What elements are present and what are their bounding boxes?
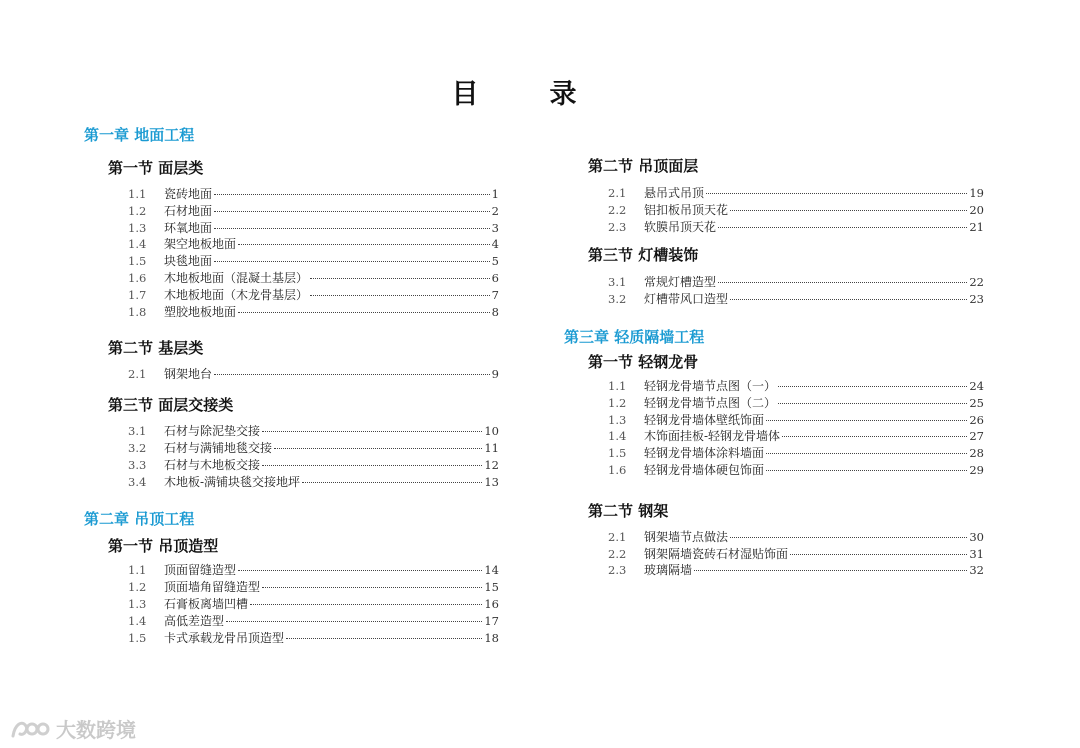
entry-page-number: 3 — [491, 220, 499, 235]
entry-number: 3.1 — [608, 275, 627, 290]
toc-entry — [84, 203, 499, 220]
toc-entry — [84, 236, 499, 253]
dot-leader — [238, 244, 490, 245]
entry-number: 3.3 — [128, 457, 147, 472]
entry-label: 塑胶地板地面 — [164, 304, 237, 319]
section-heading: 第二节 吊顶面层 — [588, 157, 699, 175]
dot-leader — [310, 278, 490, 279]
entry-label: 木地板地面（木龙骨基层） — [164, 287, 309, 302]
entry-number: 1.2 — [128, 203, 147, 218]
entry-number: 3.1 — [128, 424, 147, 439]
dot-leader — [730, 210, 967, 211]
chapter-heading: 第一章 地面工程 — [84, 126, 195, 144]
entry-number: 3.2 — [608, 292, 627, 307]
toc-entry — [84, 457, 499, 474]
logo-mark-icon — [10, 716, 50, 742]
entry-label: 铝扣板吊顶天花 — [644, 202, 729, 217]
toc-entry — [84, 253, 499, 270]
entry-label: 木地板地面（混凝土基层） — [164, 270, 309, 285]
dot-leader — [214, 261, 490, 262]
entry-list — [84, 562, 499, 646]
dot-leader — [706, 193, 967, 194]
section-heading: 第三节 面层交接类 — [108, 396, 234, 415]
entry-number: 1.8 — [128, 304, 147, 319]
toc-entry — [564, 291, 984, 308]
page-title: 目 录 — [451, 79, 599, 110]
dot-leader — [718, 227, 967, 228]
entry-number: 1.1 — [128, 187, 147, 201]
toc-entry — [564, 562, 984, 579]
entry-number: 1.3 — [128, 220, 147, 235]
entry-page-number: 20 — [969, 202, 984, 217]
dot-leader — [274, 448, 482, 449]
entry-label: 常规灯槽造型 — [644, 275, 717, 290]
toc-entry — [564, 274, 984, 291]
dot-leader — [238, 570, 482, 571]
section-heading: 第一节 轻钢龙骨 — [588, 352, 699, 371]
entry-number: 2.2 — [608, 202, 627, 217]
toc-entry — [564, 529, 984, 546]
entry-label: 高低差造型 — [164, 613, 225, 628]
entry-label: 轻钢龙骨墙节点图（二） — [644, 395, 777, 410]
entry-page-number: 24 — [969, 378, 984, 393]
entry-page-number: 4 — [491, 237, 499, 252]
entry-number: 1.6 — [608, 462, 627, 477]
section-heading: 第一节 吊顶造型 — [108, 537, 219, 556]
entry-number: 1.4 — [128, 237, 147, 252]
entry-number: 3.4 — [128, 474, 147, 489]
dot-leader — [214, 374, 490, 375]
entry-page-number: 2 — [491, 203, 499, 218]
entry-label: 木饰面挂板-轻钢龙骨墙体 — [644, 429, 781, 444]
dot-leader — [766, 453, 967, 454]
dot-leader — [250, 604, 482, 605]
entry-label: 玻璃隔墙 — [644, 563, 693, 578]
entry-number: 1.5 — [128, 254, 147, 269]
entry-number: 1.5 — [608, 446, 627, 461]
entry-page-number: 5 — [491, 254, 499, 269]
entry-label: 钢架墙节点做法 — [644, 529, 729, 544]
toc-entry — [84, 474, 499, 491]
entry-label: 卡式承载龙骨吊顶造型 — [164, 630, 285, 645]
entry-number: 1.4 — [608, 429, 627, 444]
entry-label: 顶面墙角留缝造型 — [164, 580, 261, 595]
entry-page-number: 15 — [484, 580, 499, 595]
dot-leader — [262, 431, 482, 432]
dot-leader — [778, 386, 967, 387]
entry-number: 1.6 — [128, 270, 147, 285]
entry-number: 2.3 — [608, 563, 627, 578]
dot-leader — [766, 420, 967, 421]
toc-entry — [564, 428, 984, 445]
entry-number: 2.2 — [608, 546, 627, 561]
entry-page-number: 13 — [484, 474, 499, 489]
entry-label: 石膏板离墙凹槽 — [164, 596, 249, 611]
entry-list — [84, 186, 499, 320]
entry-label: 钢架地台 — [164, 367, 213, 382]
entry-page-number: 16 — [484, 596, 499, 611]
entry-page-number: 19 — [969, 186, 984, 200]
entry-number: 2.1 — [608, 186, 627, 200]
entry-label: 石材与除泥垫交接 — [164, 424, 261, 439]
toc-entry — [84, 186, 499, 203]
entry-label: 悬吊式吊顶 — [644, 186, 705, 200]
toc-entry — [84, 579, 499, 596]
chapter-heading: 第三章 轻质隔墙工程 — [564, 327, 705, 346]
entry-page-number: 18 — [484, 630, 499, 645]
dot-leader — [694, 570, 967, 571]
entry-label: 瓷砖地面 — [164, 187, 213, 201]
toc-entry — [564, 185, 984, 202]
toc-entry — [84, 596, 499, 613]
dot-leader — [214, 194, 490, 195]
dot-leader — [214, 228, 490, 229]
entry-label: 软膜吊顶天花 — [644, 219, 717, 234]
dot-leader — [718, 282, 967, 283]
entry-number: 1.3 — [608, 412, 627, 427]
entry-label: 灯槽带风口造型 — [644, 292, 729, 307]
dot-leader — [214, 211, 490, 212]
entry-page-number: 22 — [969, 275, 984, 290]
entry-label: 轻钢龙骨墙体涂料墙面 — [644, 446, 765, 461]
toc-entry — [84, 287, 499, 304]
entry-number: 1.2 — [128, 580, 147, 595]
dot-leader — [238, 312, 490, 313]
dot-leader — [310, 295, 490, 296]
entry-list — [564, 274, 984, 308]
entry-label: 环氧地面 — [164, 220, 213, 235]
toc-left-column — [84, 124, 499, 646]
entry-number: 1.5 — [128, 630, 147, 645]
toc-entry — [84, 366, 499, 383]
entry-page-number: 1 — [491, 187, 499, 201]
section-heading: 第二节 基层类 — [108, 339, 204, 358]
dot-leader — [262, 465, 482, 466]
toc-entry — [564, 445, 984, 462]
entry-page-number: 23 — [969, 292, 984, 307]
entry-label: 石材与满铺地毯交接 — [164, 440, 273, 455]
entry-page-number: 7 — [491, 287, 499, 302]
dot-leader — [286, 638, 482, 639]
toc-entry — [564, 202, 984, 219]
entry-page-number: 29 — [969, 462, 984, 477]
section-heading: 第二节 钢架 — [588, 501, 669, 520]
entry-page-number: 17 — [484, 613, 499, 628]
entry-label: 钢架隔墙瓷砖石材湿贴饰面 — [644, 546, 789, 561]
entry-number: 2.1 — [128, 367, 147, 382]
entry-page-number: 12 — [484, 457, 499, 472]
dot-leader — [766, 470, 967, 471]
entry-page-number: 28 — [969, 446, 984, 461]
entry-list — [564, 185, 984, 235]
watermark — [10, 714, 136, 743]
toc-entry — [84, 562, 499, 579]
toc-entry — [84, 613, 499, 630]
entry-number: 2.3 — [608, 219, 627, 234]
entry-page-number: 25 — [969, 395, 984, 410]
entry-list — [564, 529, 984, 579]
entry-label: 石材与木地板交接 — [164, 457, 261, 472]
dot-leader — [782, 436, 967, 437]
entry-number: 1.3 — [128, 596, 147, 611]
entry-list — [564, 378, 984, 479]
entry-list — [84, 366, 499, 383]
toc-entry — [84, 220, 499, 237]
entry-label: 轻钢龙骨墙体硬包饰面 — [644, 462, 765, 477]
dot-leader — [730, 537, 967, 538]
entry-page-number: 32 — [969, 563, 984, 578]
dot-leader — [790, 554, 967, 555]
entry-page-number: 30 — [969, 529, 984, 544]
entry-label: 轻钢龙骨墙节点图（一） — [644, 378, 777, 393]
entry-number: 2.1 — [608, 529, 627, 544]
toc-entry — [564, 219, 984, 236]
section-heading: 第三节 灯槽装饰 — [588, 246, 699, 265]
entry-label: 轻钢龙骨墙体壁纸饰面 — [644, 412, 765, 427]
entry-label: 石材地面 — [164, 203, 213, 218]
toc-entry — [564, 546, 984, 563]
toc-entry — [84, 440, 499, 457]
toc-entry — [564, 462, 984, 479]
toc-entry — [564, 395, 984, 412]
dot-leader — [226, 621, 482, 622]
watermark-text: 大数跨境 — [56, 718, 136, 742]
toc-entry — [84, 304, 499, 321]
entry-page-number: 9 — [491, 367, 499, 382]
entry-page-number: 26 — [969, 412, 984, 427]
entry-label: 顶面留缝造型 — [164, 563, 237, 578]
chapter-heading: 第二章 吊顶工程 — [84, 510, 195, 529]
toc-entry — [84, 630, 499, 647]
dot-leader — [730, 299, 967, 300]
entry-label: 块毯地面 — [164, 254, 213, 269]
toc-right-column — [564, 152, 984, 579]
entry-page-number: 11 — [484, 440, 499, 455]
entry-page-number: 31 — [969, 546, 984, 561]
entry-number: 1.7 — [128, 287, 147, 302]
entry-page-number: 6 — [491, 270, 499, 285]
dot-leader — [778, 403, 967, 404]
entry-page-number: 27 — [969, 429, 984, 444]
entry-label: 木地板-满铺块毯交接地坪 — [164, 474, 301, 489]
entry-number: 1.2 — [608, 395, 627, 410]
dot-leader — [262, 587, 482, 588]
entry-number: 3.2 — [128, 440, 147, 455]
toc-entry — [84, 270, 499, 287]
entry-page-number: 14 — [484, 563, 499, 578]
entry-number: 1.1 — [608, 378, 627, 393]
toc-entry — [84, 423, 499, 440]
toc-entry — [564, 412, 984, 429]
dot-leader — [302, 482, 482, 483]
section-heading: 第一节 面层类 — [108, 159, 204, 177]
entry-number: 1.4 — [128, 613, 147, 628]
entry-page-number: 10 — [484, 424, 499, 439]
entry-list — [84, 423, 499, 490]
toc-entry — [564, 378, 984, 395]
entry-label: 架空地板地面 — [164, 237, 237, 252]
entry-page-number: 8 — [491, 304, 499, 319]
entry-number: 1.1 — [128, 563, 147, 578]
entry-page-number: 21 — [969, 219, 984, 234]
